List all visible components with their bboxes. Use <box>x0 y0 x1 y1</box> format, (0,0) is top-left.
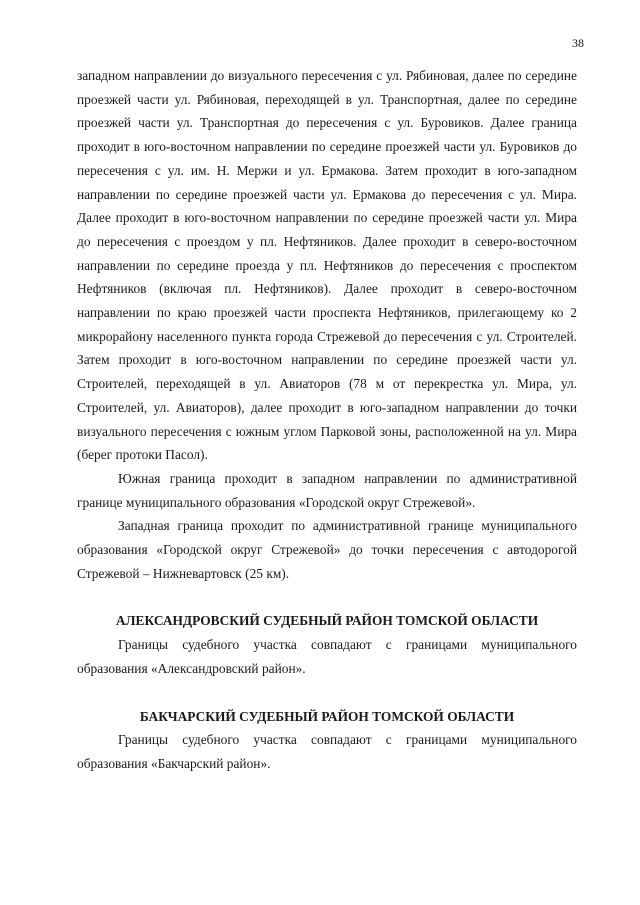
paragraph-southern-boundary: Южная граница проходит в западном направлении по административной границе муниципального образования «Городской округ Стрежевой». <box>77 470 577 510</box>
section-text-aleksandrovsky: Границы судебного участка совпадают с границами муниципального образования «Александровский район». <box>77 637 577 676</box>
section-text-bakcharsky: Границы судебного участка совпадают с границами муниципального образования «Бакчарский район». <box>77 732 577 771</box>
paragraph-western-boundary: Западная граница проходит по административной границе муниципального образования «Городской округ Стрежевой» до точки пересечения с автодорогой Стрежевой – Нижневартовск (25 км). <box>77 518 577 581</box>
page-number: 38 <box>572 36 584 50</box>
section-heading-aleksandrovsky: АЛЕКСАНДРОВСКИЙ СУДЕБНЫЙ РАЙОН ТОМСКОЙ ОБЛАСТИ <box>115 613 539 629</box>
section-heading-bakcharsky: БАКЧАРСКИЙ СУДЕБНЫЙ РАЙОН ТОМСКОЙ ОБЛАСТИ <box>139 708 515 724</box>
document-body <box>77 64 577 776</box>
paragraph-boundary-continuation: западном направлении до визуального пересечения с ул. Рябиновая, далее по середине проезжей части ул. Рябиновая, переходящей в ул. Транспортная, далее по середине проезжей части ул. Транспортная до пересечения с ул. Буровиков. Далее граница проходит в юго-восточном направлении по середине проезжей части ул. Буровиков до пересечения с ул. им. Н. Мержи и ул. Ермакова. Затем проходит в юго-западном направлении по середине проезжей части ул. Ермакова до пересечения с ул. Мира. Далее проходит в юго-восточном направлении по середине проезжей части ул. Мира до пересечения с проездом у пл. Нефтяников. Далее проходит в северо-восточном направлении по середине проезда у пл. Нефтяников до пересечения с проспектом Нефтяников (включая пл. Нефтяников). Далее проходит в северо-восточном направлении по краю проезжей части проспекта Нефтяников, прилегающему ко 2 микрорайону населенного пункта города Стрежевой до пересечения с ул. Строителей. Затем проходит в юго-восточном направлении по середине проезжей части ул. Строителей, переходящей в ул. Авиаторов (78 м от перекрестка ул. Мира, ул. Строителей, ул. Авиаторов), далее проходит в юго-западном направлении до точки визуального пересечения с южным углом Парковой зоны, расположенной на ул. Мира (берег протоки Пасол). <box>77 68 577 463</box>
